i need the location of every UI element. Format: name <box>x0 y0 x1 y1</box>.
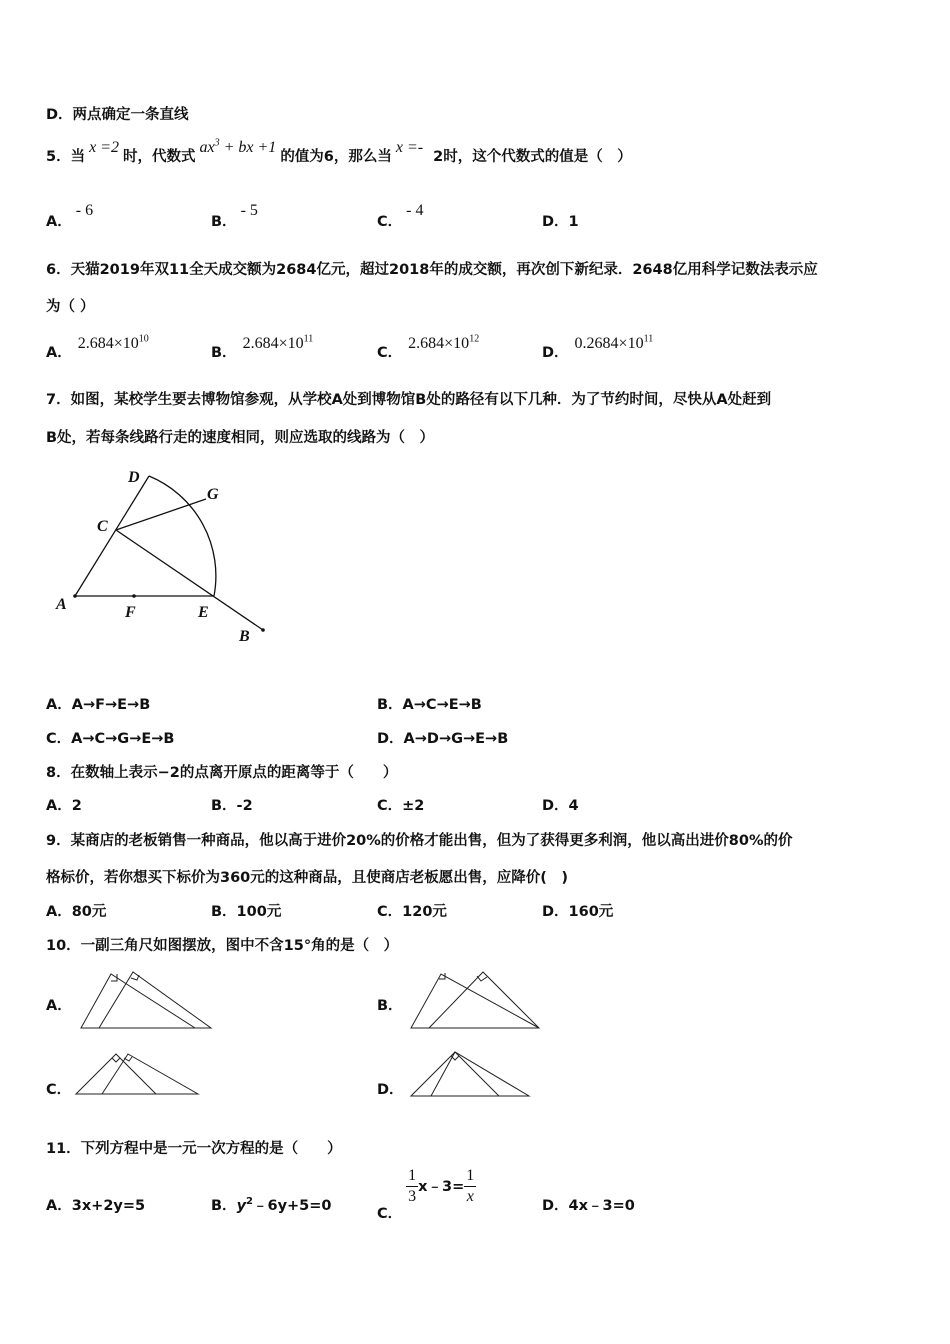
q6-b-exp: 11 <box>303 333 314 345</box>
q11-c-num2: 1 <box>464 1168 476 1187</box>
q11-stem: 11．下列方程中是一元一次方程的是（ ） <box>46 1141 342 1157</box>
q11-c-num: 1 <box>406 1168 418 1187</box>
q6-c-base: 2.684×10 <box>408 335 470 352</box>
q11-c-label: C． <box>377 1205 403 1222</box>
q6-stem-line1: 6．天猫2019年双11全天成交额为2684亿元，超过2018年的成交额，再次创下新纪录．2648亿用科学记数法表示应 <box>46 262 818 278</box>
q5-text-2: 时，代数式 <box>123 149 196 165</box>
q11-option-a <box>46 1194 145 1215</box>
q6-c-label: C． <box>377 345 403 361</box>
q7-option-b: B．A→C→E→B <box>377 697 482 713</box>
segment-cg <box>116 499 206 530</box>
q6-a-label: A． <box>46 345 72 361</box>
q7-route-figure <box>50 465 280 650</box>
q11-c-mid: x﹣3= <box>418 1178 465 1195</box>
q5-expr-exp: 3 <box>214 137 220 149</box>
q11-a-value: 3x+2y=5 <box>71 1198 146 1214</box>
point-a <box>73 594 77 598</box>
q5-option-b <box>211 202 258 231</box>
q4-option-d: D．两点确定一条直线 <box>46 107 189 123</box>
q6-a-exp: 10 <box>138 333 149 345</box>
q5-option-c <box>377 202 424 231</box>
q8-option-d: D．4 <box>542 798 579 814</box>
label-e: E <box>198 604 209 621</box>
q6-stem-line2: 为（ ） <box>46 299 95 315</box>
segment-cb <box>116 530 263 630</box>
label-a: A <box>56 596 67 613</box>
q10-stem: 10．一副三角尺如图摆放，图中不含15°角的是（ ） <box>46 938 399 954</box>
q6-c-value <box>408 335 479 352</box>
q5-condition-2: x =- <box>395 139 424 156</box>
q11-b-exp: 2 <box>246 1196 253 1208</box>
q9-stem-line1: 9．某商店的老板销售一种商品，他以高于进价20%的价格才能出售，但为了获得更多利润，他以高出进价80%的价 <box>46 833 793 849</box>
q5-option-a <box>46 202 94 231</box>
q11-c-fraction-1 <box>406 1168 418 1205</box>
q5-text-1: 5．当 <box>46 149 86 165</box>
q11-option-c <box>377 1167 476 1222</box>
arc-dge <box>149 476 216 596</box>
q8-stem: 8．在数轴上表示−2的点离开原点的距离等于（ ） <box>46 765 398 781</box>
q6-d-label: D． <box>542 345 569 361</box>
label-d: D <box>128 469 140 486</box>
q10-figure-b <box>405 968 545 1032</box>
triangle-1 <box>76 1054 156 1094</box>
q11-a-label: A． <box>46 1198 72 1214</box>
point-b <box>261 628 265 632</box>
q10-figure-d <box>405 1048 535 1100</box>
q5-expr-a: ax <box>199 139 215 156</box>
q9-option-c: C．120元 <box>377 904 447 920</box>
q7-option-d: D．A→D→G→E→B <box>377 731 509 747</box>
q6-d-value <box>575 335 654 352</box>
q5-d-value: 1 <box>568 214 579 230</box>
q11-b-rest: ﹣6y+5=0 <box>252 1198 332 1214</box>
q5-option-d <box>542 210 579 231</box>
point-f <box>132 594 136 598</box>
triangle-1 <box>411 1052 499 1096</box>
label-g: G <box>207 486 219 503</box>
label-b: B <box>239 628 250 645</box>
q9-option-a: A．80元 <box>46 904 107 920</box>
q5-text-4: 2时，这个代数式的值是（ ） <box>433 149 632 165</box>
q7-option-a: A．A→F→E→B <box>46 697 151 713</box>
q11-option-b <box>211 1194 332 1215</box>
q9-option-d: D．160元 <box>542 904 614 920</box>
q10-figure-a <box>75 968 215 1032</box>
q6-b-value <box>243 335 314 352</box>
triangle-2 <box>431 1052 529 1096</box>
q8-option-a: A．2 <box>46 798 82 814</box>
q6-d-base: 0.2684×10 <box>574 335 644 352</box>
q6-option-d <box>542 333 654 362</box>
q6-option-c <box>377 333 480 362</box>
q5-condition-1: x =2 <box>89 139 119 156</box>
q10-figure-c <box>72 1050 207 1098</box>
q9-stem-line2: 格标价，若你想买下标价为360元的这种商品，且使商店老板愿出售，应降价( ) <box>46 870 569 886</box>
triangle-2 <box>99 972 211 1028</box>
q7-stem-line2: B处，若每条线路行走的速度相同，则应选取的线路为（ ） <box>46 430 435 446</box>
q11-c-fraction-2 <box>464 1168 476 1205</box>
q8-option-c: C．±2 <box>377 798 425 814</box>
q6-option-b <box>211 333 314 362</box>
q5-b-value: - 5 <box>240 202 258 219</box>
q5-d-label: D． <box>542 214 569 230</box>
q7-option-c: C．A→C→G→E→B <box>46 731 175 747</box>
segment-ad <box>75 476 149 596</box>
q5-expr-b: + bx +1 <box>219 139 277 156</box>
q11-c-den: 3 <box>408 1188 417 1205</box>
q5-a-label: A． <box>46 214 72 230</box>
q11-c-den2: x <box>466 1188 474 1205</box>
q6-a-value <box>78 335 149 352</box>
q10-option-b-label: B． <box>377 998 403 1014</box>
triangle-2 <box>429 972 539 1028</box>
q11-d-value: 4x﹣3=0 <box>568 1198 635 1214</box>
q5-a-value: - 6 <box>75 202 94 219</box>
q11-b-y: y <box>236 1198 247 1214</box>
q5-b-label: B． <box>211 214 237 230</box>
q10-option-c-label: C． <box>46 1082 72 1098</box>
triangle-1 <box>81 974 195 1028</box>
q10-option-a-label: A． <box>46 998 72 1014</box>
q11-option-d <box>542 1194 635 1215</box>
q6-c-exp: 12 <box>469 333 480 345</box>
label-f: F <box>125 604 136 621</box>
q6-a-base: 2.684×10 <box>77 335 139 352</box>
q5-c-label: C． <box>377 214 403 230</box>
q6-b-label: B． <box>211 345 237 361</box>
triangle-1 <box>411 974 539 1028</box>
q11-d-label: D． <box>542 1198 569 1214</box>
q6-d-exp: 11 <box>643 333 654 345</box>
q5-c-value: - 4 <box>406 202 424 219</box>
q7-stem-line1: 7．如图，某校学生要去博物馆参观，从学校A处到博物馆B处的路径有以下几种．为了节约时间，尽快从A处赶到 <box>46 392 772 408</box>
q11-b-label: B． <box>211 1198 237 1214</box>
q10-option-d-label: D． <box>377 1082 404 1098</box>
q8-option-b: B．-2 <box>211 798 253 814</box>
q6-option-a <box>46 333 149 362</box>
label-c: C <box>97 518 108 535</box>
q9-option-b: B．100元 <box>211 904 282 920</box>
q6-b-base: 2.684×10 <box>242 335 304 352</box>
right-angle-1 <box>112 1058 120 1062</box>
q5-text-3: 的值为6，那么当 <box>280 149 392 165</box>
q5-expression <box>196 139 281 156</box>
q5-stem <box>46 137 632 166</box>
